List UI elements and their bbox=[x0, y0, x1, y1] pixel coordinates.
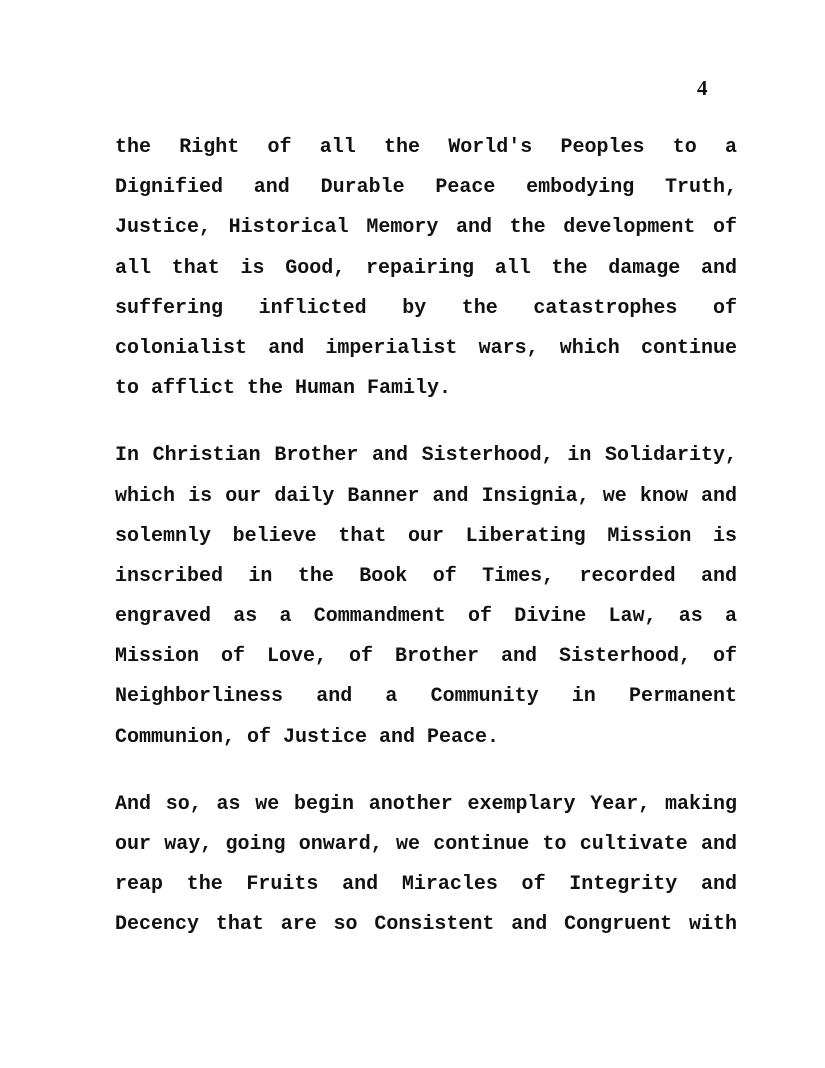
document-body bbox=[115, 128, 737, 973]
text-line: Mission of Love, of Brother and Sisterhood, of bbox=[115, 645, 737, 669]
text-line: Dignified and Durable Peace embodying Truth, bbox=[115, 176, 737, 200]
text-line: colonialist and imperialist wars, which continue bbox=[115, 336, 737, 360]
text-line: our way, going onward, we continue to cultivate and bbox=[115, 833, 737, 856]
paragraph bbox=[115, 128, 737, 409]
paragraph bbox=[115, 785, 737, 946]
text-line: Decency that are so Consistent and Congruent with bbox=[115, 913, 737, 937]
text-line: reap the Fruits and Miracles of Integrity and bbox=[115, 873, 737, 897]
text-line: inscribed in the Book of Times, recorded and bbox=[115, 564, 737, 588]
text-line: all that is Good, repairing all the damage and bbox=[115, 256, 737, 280]
text-line: And so, as we begin another exemplary Year, making bbox=[115, 792, 737, 816]
text-line: Justice, Historical Memory and the development of bbox=[115, 216, 737, 240]
page-number: 4 bbox=[697, 76, 708, 100]
text-line: engraved as a Commandment of Divine Law, as a bbox=[115, 605, 737, 629]
text-line: solemnly believe that our Liberating Mission is bbox=[115, 524, 737, 548]
text-line: the Right of all the World's Peoples to a bbox=[115, 136, 737, 159]
text-line: Communion, of Justice and Peace. bbox=[115, 725, 500, 749]
text-line: In Christian Brother and Sisterhood, in Solidarity, bbox=[115, 444, 737, 468]
text-line: to afflict the Human Family. bbox=[115, 377, 452, 401]
paragraph bbox=[115, 436, 737, 758]
text-line: suffering inflicted by the catastrophes of bbox=[115, 296, 737, 320]
text-line: which is our daily Banner and Insignia, we know and bbox=[115, 484, 737, 508]
text-line: Neighborliness and a Community in Permanent bbox=[115, 685, 737, 709]
